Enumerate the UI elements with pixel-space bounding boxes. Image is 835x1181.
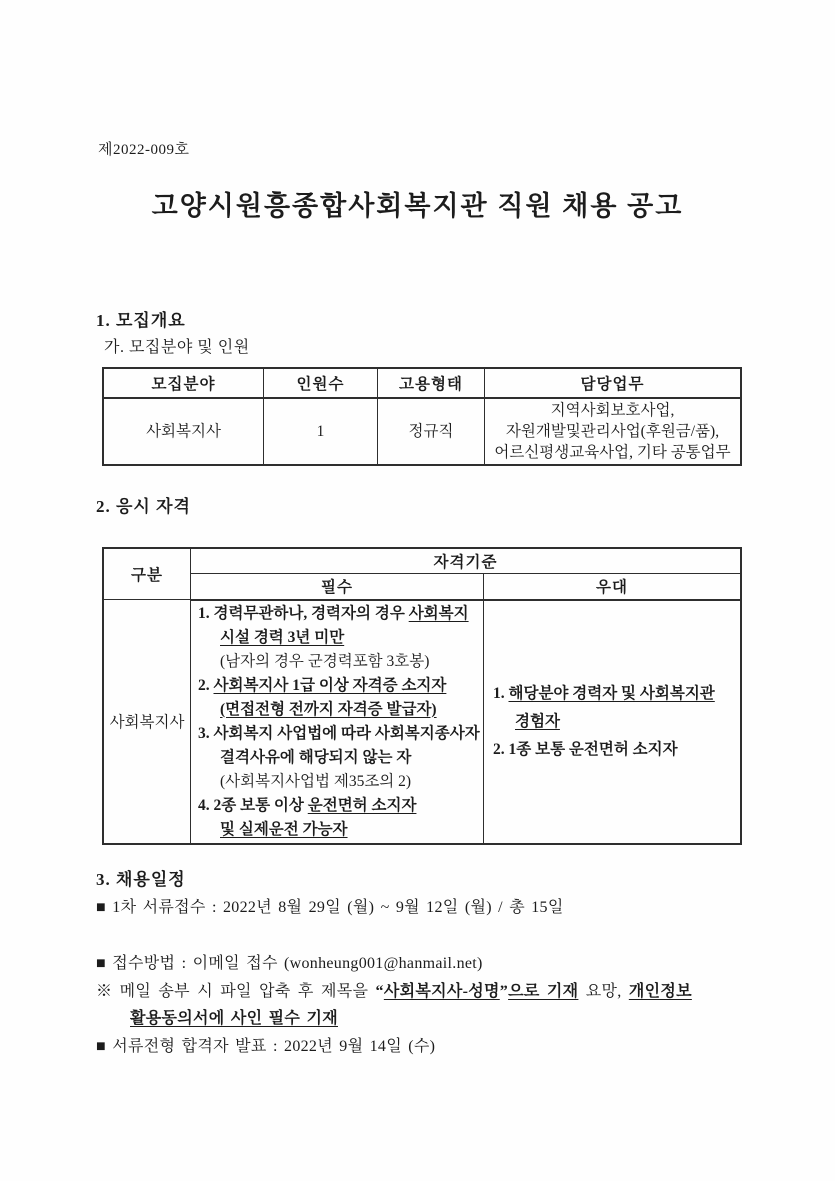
text-segment: 경험자 xyxy=(515,712,560,730)
section2-heading: 2. 응시 자격 xyxy=(96,497,191,516)
qualification-header-row2 xyxy=(104,574,741,600)
text-line xyxy=(198,722,478,746)
cell-required xyxy=(191,600,484,844)
cell-category: 사회복지사 xyxy=(104,600,191,844)
schedule-note-line2 xyxy=(130,1005,338,1028)
text-segment: 2. 1종 보통 운전면허 소지자 xyxy=(493,740,678,758)
text-line xyxy=(198,674,478,698)
text-segment: “ xyxy=(375,983,384,1000)
text-line xyxy=(198,602,478,626)
text-segment: ※ 메일 송부 시 파일 압축 후 제목을 xyxy=(96,983,376,1000)
header-required: 필수 xyxy=(191,574,484,600)
header-duties: 담당업무 xyxy=(485,369,741,398)
recruitment-table-row xyxy=(104,398,741,465)
text-line: 지역사회보호사업, xyxy=(550,401,675,419)
recruitment-table xyxy=(103,368,741,465)
text-segment: 2. xyxy=(198,676,214,694)
qualification-table xyxy=(103,548,741,844)
text-line xyxy=(198,626,478,650)
schedule-receipt-line: ■ 1차 서류접수 : 2022년 8월 29일 (월) ~ 9월 12일 (월) / 총 15일 xyxy=(96,899,564,916)
text-segment: (면접전형 전까지 자격증 발급자) xyxy=(220,700,437,718)
text-segment: 운전면허 소지자 xyxy=(307,796,417,814)
text-segment: 활용동의서에 사인 필수 기재 xyxy=(130,1010,338,1027)
text-segment: 4. 2종 보통 이상 xyxy=(198,796,308,814)
text-line xyxy=(493,708,735,736)
text-line xyxy=(198,770,478,794)
text-line xyxy=(198,650,478,674)
text-segment: 해당분야 경력자 및 사회복지관 xyxy=(508,684,715,702)
text-segment: 및 실제운전 가능자 xyxy=(220,820,348,838)
text-line: 어르신평생교육사업, 기타 공통업무 xyxy=(494,443,731,461)
text-segment: (남자의 경우 군경력포함 3호봉) xyxy=(220,652,430,670)
header-preferred: 우대 xyxy=(484,574,741,600)
qualification-body-row xyxy=(104,600,741,844)
text-line: 자원개발및관리사업(후원금/품), xyxy=(505,422,720,440)
qualification-header-row1 xyxy=(104,549,741,574)
text-segment: 사회복지사-성명 xyxy=(383,983,500,1000)
text-segment: 1. 경력무관하나, 경력자의 경우 xyxy=(198,604,409,622)
cell-preferred xyxy=(484,600,741,844)
text-segment: 결격사유에 해당되지 않는 자 xyxy=(220,748,412,766)
text-line xyxy=(198,746,478,770)
text-segment: (사회복지사업법 제35조의 2) xyxy=(220,772,412,790)
cell-duties xyxy=(485,398,741,465)
text-segment: 사회복지 xyxy=(408,604,469,622)
schedule-announcement-line: ■ 서류전형 합격자 발표 : 2022년 9월 14일 (수) xyxy=(96,1038,436,1055)
text-segment: 개인정보 xyxy=(628,983,692,1000)
section3-heading: 3. 채용일정 xyxy=(96,870,186,889)
page-title: 고양시원흥종합사회복지관 직원 채용 공고 xyxy=(151,191,684,221)
header-criteria: 자격기준 xyxy=(191,549,741,574)
text-segment: ” xyxy=(499,983,509,1000)
recruitment-table-header-row xyxy=(104,369,741,398)
text-segment: 1. xyxy=(493,684,509,702)
cell-field: 사회복지사 xyxy=(104,398,264,465)
text-segment: 시설 경력 3년 미만 xyxy=(220,628,345,646)
text-segment: 사회복지사 1급 이상 자격증 소지자 xyxy=(213,676,447,694)
schedule-note-line1 xyxy=(96,978,692,1001)
section1-subheading: 가. 모집분야 및 인원 xyxy=(104,339,250,356)
text-segment: 요망, xyxy=(578,983,629,1000)
text-line xyxy=(198,698,478,722)
text-line xyxy=(198,818,478,842)
text-segment: 으로 기재 xyxy=(508,983,579,1000)
header-category: 구분 xyxy=(104,549,191,600)
schedule-method-line: ■ 접수방법 : 이메일 접수 (wonheung001@hanmail.net) xyxy=(96,955,483,972)
cell-headcount: 1 xyxy=(264,398,378,465)
text-line xyxy=(493,680,735,708)
header-field: 모집분야 xyxy=(104,369,264,398)
cell-employment-type: 정규직 xyxy=(378,398,485,465)
text-line xyxy=(493,736,735,764)
header-employment-type: 고용형태 xyxy=(378,369,485,398)
doc-number: 제2022-009호 xyxy=(98,142,190,158)
text-line xyxy=(198,794,478,818)
header-headcount: 인원수 xyxy=(264,369,378,398)
text-segment: 3. 사회복지 사업법에 따라 사회복지종사자 xyxy=(198,724,480,742)
section1-heading: 1. 모집개요 xyxy=(96,311,186,330)
